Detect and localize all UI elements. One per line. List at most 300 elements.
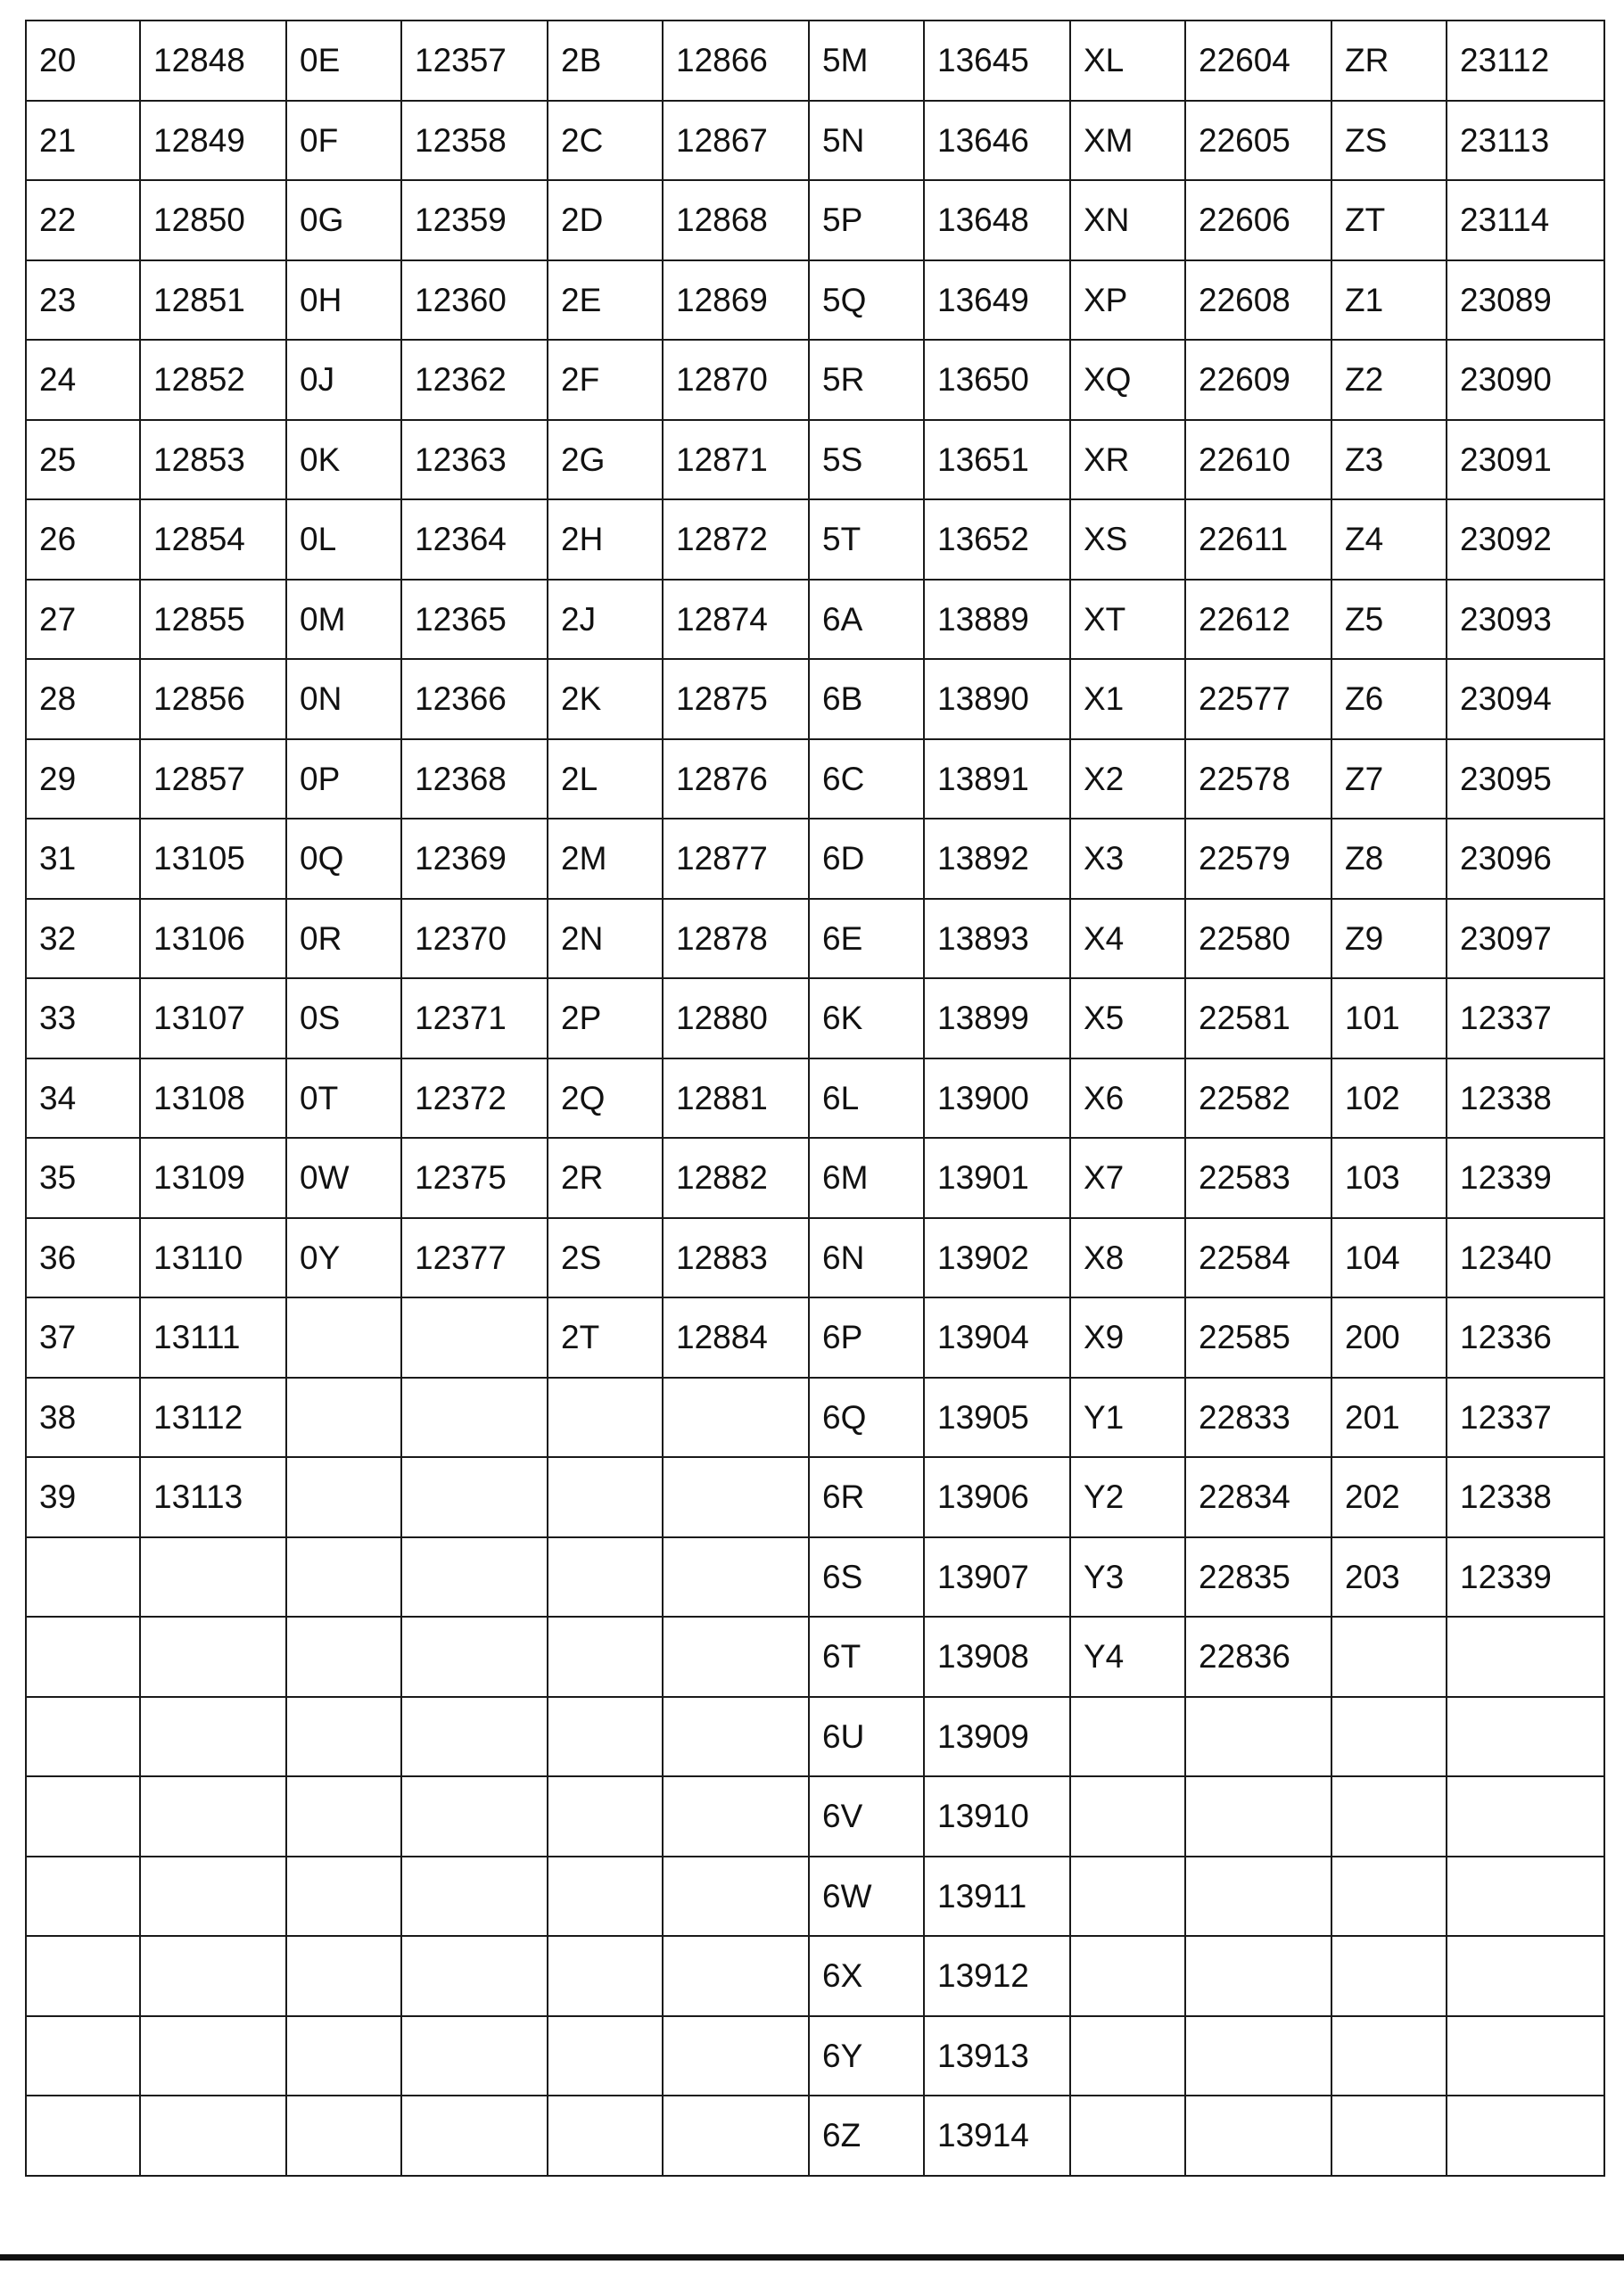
code-cell: Z6 xyxy=(1331,659,1447,739)
number-cell xyxy=(1185,1776,1331,1857)
table-row xyxy=(26,899,1604,979)
number-cell xyxy=(140,2016,286,2096)
code-cell: 0P xyxy=(286,739,401,819)
number-cell: 23094 xyxy=(1447,659,1604,739)
code-cell xyxy=(548,1857,663,1937)
code-cell: Z3 xyxy=(1331,420,1447,500)
code-cell: Y4 xyxy=(1070,1617,1185,1697)
number-cell: 23114 xyxy=(1447,180,1604,260)
number-cell xyxy=(140,1617,286,1697)
number-cell: 12375 xyxy=(401,1138,548,1218)
number-cell: 12874 xyxy=(663,580,809,660)
code-cell: 36 xyxy=(26,1218,140,1298)
number-cell xyxy=(140,1857,286,1937)
number-cell: 13914 xyxy=(924,2096,1070,2176)
code-cell: 5T xyxy=(809,499,924,580)
number-cell xyxy=(401,1857,548,1937)
code-cell: 6A xyxy=(809,580,924,660)
number-cell: 22604 xyxy=(1185,21,1331,101)
number-cell: 12850 xyxy=(140,180,286,260)
number-cell xyxy=(1185,1936,1331,2016)
number-cell: 12368 xyxy=(401,739,548,819)
code-cell: 0L xyxy=(286,499,401,580)
number-cell: 13893 xyxy=(924,899,1070,979)
number-cell: 13902 xyxy=(924,1218,1070,1298)
code-cell: X6 xyxy=(1070,1058,1185,1139)
number-cell: 12337 xyxy=(1447,1378,1604,1458)
code-cell xyxy=(1070,1936,1185,2016)
code-cell: Z1 xyxy=(1331,260,1447,341)
code-cell: 5M xyxy=(809,21,924,101)
number-cell: 23091 xyxy=(1447,420,1604,500)
number-cell: 13890 xyxy=(924,659,1070,739)
code-cell: 0K xyxy=(286,420,401,500)
code-cell xyxy=(548,1537,663,1618)
code-cell xyxy=(1331,1617,1447,1697)
code-cell: 31 xyxy=(26,819,140,899)
number-cell: 13111 xyxy=(140,1297,286,1378)
number-cell: 22612 xyxy=(1185,580,1331,660)
number-cell: 22609 xyxy=(1185,340,1331,420)
number-cell xyxy=(1447,1936,1604,2016)
code-cell: 5S xyxy=(809,420,924,500)
number-cell: 12362 xyxy=(401,340,548,420)
code-cell: 2R xyxy=(548,1138,663,1218)
number-cell: 13107 xyxy=(140,978,286,1058)
code-cell xyxy=(1331,1697,1447,1777)
number-cell: 13889 xyxy=(924,580,1070,660)
number-cell: 13908 xyxy=(924,1617,1070,1697)
code-cell: 6L xyxy=(809,1058,924,1139)
code-cell: 6X xyxy=(809,1936,924,2016)
number-cell: 13892 xyxy=(924,819,1070,899)
number-cell xyxy=(140,1936,286,2016)
number-cell: 13906 xyxy=(924,1457,1070,1537)
number-cell: 22834 xyxy=(1185,1457,1331,1537)
number-cell: 12337 xyxy=(1447,978,1604,1058)
number-cell: 12875 xyxy=(663,659,809,739)
number-cell xyxy=(401,1537,548,1618)
number-cell: 12884 xyxy=(663,1297,809,1378)
number-cell: 22582 xyxy=(1185,1058,1331,1139)
code-cell: Z8 xyxy=(1331,819,1447,899)
code-cell xyxy=(1070,1697,1185,1777)
code-cell: 32 xyxy=(26,899,140,979)
code-cell: X5 xyxy=(1070,978,1185,1058)
code-cell: 6P xyxy=(809,1297,924,1378)
code-cell xyxy=(548,2016,663,2096)
number-cell xyxy=(401,1697,548,1777)
number-cell xyxy=(663,1537,809,1618)
code-cell: 202 xyxy=(1331,1457,1447,1537)
table-row xyxy=(26,978,1604,1058)
number-cell: 12854 xyxy=(140,499,286,580)
number-cell: 13652 xyxy=(924,499,1070,580)
number-cell: 22580 xyxy=(1185,899,1331,979)
number-cell: 12338 xyxy=(1447,1058,1604,1139)
number-cell: 12883 xyxy=(663,1218,809,1298)
number-cell xyxy=(1185,1857,1331,1937)
code-cell: 26 xyxy=(26,499,140,580)
code-cell: Z7 xyxy=(1331,739,1447,819)
code-cell: 5N xyxy=(809,101,924,181)
code-cell: XS xyxy=(1070,499,1185,580)
code-cell: 0H xyxy=(286,260,401,341)
code-cell: Z9 xyxy=(1331,899,1447,979)
number-cell: 12878 xyxy=(663,899,809,979)
code-cell: 6B xyxy=(809,659,924,739)
code-cell xyxy=(286,1697,401,1777)
number-cell: 22835 xyxy=(1185,1537,1331,1618)
code-cell: 2J xyxy=(548,580,663,660)
code-table xyxy=(25,20,1605,2177)
number-cell: 12853 xyxy=(140,420,286,500)
code-cell: 0M xyxy=(286,580,401,660)
code-cell: 104 xyxy=(1331,1218,1447,1298)
number-cell: 13904 xyxy=(924,1297,1070,1378)
code-cell xyxy=(1331,2096,1447,2176)
code-cell xyxy=(1331,1857,1447,1937)
code-cell xyxy=(286,2016,401,2096)
code-cell xyxy=(286,1378,401,1458)
code-cell: 28 xyxy=(26,659,140,739)
code-cell: 101 xyxy=(1331,978,1447,1058)
table-row xyxy=(26,1297,1604,1378)
code-cell: 0J xyxy=(286,340,401,420)
code-cell: 103 xyxy=(1331,1138,1447,1218)
number-cell xyxy=(1447,1697,1604,1777)
number-cell: 22584 xyxy=(1185,1218,1331,1298)
number-cell: 12851 xyxy=(140,260,286,341)
code-cell xyxy=(1070,2016,1185,2096)
number-cell: 23089 xyxy=(1447,260,1604,341)
number-cell: 13649 xyxy=(924,260,1070,341)
code-cell xyxy=(26,2016,140,2096)
code-cell: 33 xyxy=(26,978,140,1058)
code-cell: 0R xyxy=(286,899,401,979)
code-cell xyxy=(26,2096,140,2176)
code-cell xyxy=(548,1936,663,2016)
number-cell: 22606 xyxy=(1185,180,1331,260)
number-cell: 13905 xyxy=(924,1378,1070,1458)
number-cell: 12339 xyxy=(1447,1138,1604,1218)
table-row xyxy=(26,2096,1604,2176)
code-cell: 37 xyxy=(26,1297,140,1378)
number-cell: 22836 xyxy=(1185,1617,1331,1697)
code-cell xyxy=(286,1617,401,1697)
code-cell: 2E xyxy=(548,260,663,341)
number-cell: 12358 xyxy=(401,101,548,181)
code-cell: X4 xyxy=(1070,899,1185,979)
code-cell: 6E xyxy=(809,899,924,979)
number-cell: 12871 xyxy=(663,420,809,500)
table-row xyxy=(26,1776,1604,1857)
code-cell: 6T xyxy=(809,1617,924,1697)
number-cell xyxy=(401,1936,548,2016)
code-cell: 2H xyxy=(548,499,663,580)
number-cell: 13912 xyxy=(924,1936,1070,2016)
number-cell xyxy=(1185,2016,1331,2096)
number-cell xyxy=(663,1857,809,1937)
number-cell xyxy=(401,2096,548,2176)
number-cell: 22583 xyxy=(1185,1138,1331,1218)
number-cell: 12369 xyxy=(401,819,548,899)
code-cell: 35 xyxy=(26,1138,140,1218)
table-row xyxy=(26,580,1604,660)
number-cell: 12336 xyxy=(1447,1297,1604,1378)
number-cell xyxy=(140,1537,286,1618)
code-cell: 6R xyxy=(809,1457,924,1537)
code-cell xyxy=(1070,1776,1185,1857)
code-cell: 6K xyxy=(809,978,924,1058)
number-cell: 12882 xyxy=(663,1138,809,1218)
table-row xyxy=(26,1936,1604,2016)
code-cell: X7 xyxy=(1070,1138,1185,1218)
code-cell: 2N xyxy=(548,899,663,979)
number-cell xyxy=(1447,1857,1604,1937)
code-cell: 2K xyxy=(548,659,663,739)
number-cell: 23092 xyxy=(1447,499,1604,580)
number-cell: 12868 xyxy=(663,180,809,260)
code-cell: ZT xyxy=(1331,180,1447,260)
number-cell: 22605 xyxy=(1185,101,1331,181)
code-cell xyxy=(26,1857,140,1937)
number-cell: 22577 xyxy=(1185,659,1331,739)
number-cell: 12377 xyxy=(401,1218,548,1298)
code-cell: 6M xyxy=(809,1138,924,1218)
number-cell xyxy=(663,2016,809,2096)
number-cell: 23113 xyxy=(1447,101,1604,181)
number-cell: 13899 xyxy=(924,978,1070,1058)
code-cell: 6D xyxy=(809,819,924,899)
code-cell xyxy=(286,1857,401,1937)
number-cell: 13901 xyxy=(924,1138,1070,1218)
number-cell xyxy=(1447,2096,1604,2176)
number-cell: 13106 xyxy=(140,899,286,979)
number-cell: 12866 xyxy=(663,21,809,101)
number-cell xyxy=(663,1776,809,1857)
number-cell: 22579 xyxy=(1185,819,1331,899)
code-cell: 2P xyxy=(548,978,663,1058)
number-cell: 13913 xyxy=(924,2016,1070,2096)
number-cell: 13645 xyxy=(924,21,1070,101)
code-cell xyxy=(26,1776,140,1857)
code-cell: 0F xyxy=(286,101,401,181)
number-cell: 12371 xyxy=(401,978,548,1058)
number-cell: 12338 xyxy=(1447,1457,1604,1537)
number-cell: 12357 xyxy=(401,21,548,101)
table-row xyxy=(26,2016,1604,2096)
number-cell: 13651 xyxy=(924,420,1070,500)
table-row xyxy=(26,739,1604,819)
number-cell xyxy=(401,1378,548,1458)
number-cell xyxy=(401,1617,548,1697)
code-cell: 24 xyxy=(26,340,140,420)
number-cell: 13648 xyxy=(924,180,1070,260)
code-cell: 2M xyxy=(548,819,663,899)
bottom-rule xyxy=(0,2254,1624,2261)
code-cell: 2B xyxy=(548,21,663,101)
code-cell: 0T xyxy=(286,1058,401,1139)
code-cell: 102 xyxy=(1331,1058,1447,1139)
number-cell: 13907 xyxy=(924,1537,1070,1618)
code-cell: 2S xyxy=(548,1218,663,1298)
code-cell: 23 xyxy=(26,260,140,341)
table-row xyxy=(26,1058,1604,1139)
number-cell: 12849 xyxy=(140,101,286,181)
number-cell xyxy=(1447,2016,1604,2096)
table-row xyxy=(26,819,1604,899)
code-cell: 5Q xyxy=(809,260,924,341)
code-cell: XL xyxy=(1070,21,1185,101)
table-row xyxy=(26,420,1604,500)
number-cell: 22581 xyxy=(1185,978,1331,1058)
code-cell: X1 xyxy=(1070,659,1185,739)
number-cell: 22585 xyxy=(1185,1297,1331,1378)
number-cell: 13910 xyxy=(924,1776,1070,1857)
code-cell: 6Q xyxy=(809,1378,924,1458)
code-cell: XQ xyxy=(1070,340,1185,420)
code-cell: 2D xyxy=(548,180,663,260)
code-cell: ZS xyxy=(1331,101,1447,181)
code-cell: 6N xyxy=(809,1218,924,1298)
number-cell xyxy=(401,1457,548,1537)
number-cell: 13911 xyxy=(924,1857,1070,1937)
table-row xyxy=(26,1457,1604,1537)
code-cell xyxy=(1070,1857,1185,1937)
code-cell: Y3 xyxy=(1070,1537,1185,1618)
code-cell xyxy=(548,1697,663,1777)
number-cell: 12372 xyxy=(401,1058,548,1139)
code-cell: ZR xyxy=(1331,21,1447,101)
code-cell: 0E xyxy=(286,21,401,101)
code-cell: 27 xyxy=(26,580,140,660)
number-cell: 13909 xyxy=(924,1697,1070,1777)
number-cell: 23093 xyxy=(1447,580,1604,660)
number-cell: 23096 xyxy=(1447,819,1604,899)
code-cell: 6V xyxy=(809,1776,924,1857)
code-cell: 203 xyxy=(1331,1537,1447,1618)
code-cell xyxy=(548,2096,663,2176)
code-cell: Z2 xyxy=(1331,340,1447,420)
number-cell: 13646 xyxy=(924,101,1070,181)
code-cell: 6U xyxy=(809,1697,924,1777)
number-cell: 12364 xyxy=(401,499,548,580)
code-cell: XT xyxy=(1070,580,1185,660)
table-row xyxy=(26,260,1604,341)
number-cell: 13108 xyxy=(140,1058,286,1139)
table-row xyxy=(26,1378,1604,1458)
code-cell: 2G xyxy=(548,420,663,500)
code-cell: X3 xyxy=(1070,819,1185,899)
number-cell: 12852 xyxy=(140,340,286,420)
table-row xyxy=(26,1537,1604,1618)
table-row xyxy=(26,1218,1604,1298)
number-cell xyxy=(663,1457,809,1537)
code-cell: X9 xyxy=(1070,1297,1185,1378)
number-cell: 12340 xyxy=(1447,1218,1604,1298)
code-cell: 21 xyxy=(26,101,140,181)
number-cell: 12339 xyxy=(1447,1537,1604,1618)
number-cell: 13113 xyxy=(140,1457,286,1537)
table-row xyxy=(26,340,1604,420)
number-cell: 12363 xyxy=(401,420,548,500)
code-cell: 6S xyxy=(809,1537,924,1618)
code-cell: 5P xyxy=(809,180,924,260)
table-row xyxy=(26,180,1604,260)
code-cell: 2T xyxy=(548,1297,663,1378)
code-cell xyxy=(548,1378,663,1458)
code-cell xyxy=(286,1457,401,1537)
number-cell xyxy=(140,2096,286,2176)
code-cell: 0Y xyxy=(286,1218,401,1298)
number-cell: 12359 xyxy=(401,180,548,260)
number-cell xyxy=(663,1697,809,1777)
table-row xyxy=(26,659,1604,739)
code-cell xyxy=(548,1617,663,1697)
number-cell: 12366 xyxy=(401,659,548,739)
code-cell xyxy=(286,1297,401,1378)
number-cell: 22611 xyxy=(1185,499,1331,580)
code-cell: XP xyxy=(1070,260,1185,341)
code-cell: 0N xyxy=(286,659,401,739)
number-cell: 12848 xyxy=(140,21,286,101)
table-row xyxy=(26,21,1604,101)
code-cell: XN xyxy=(1070,180,1185,260)
number-cell: 12867 xyxy=(663,101,809,181)
number-cell: 23090 xyxy=(1447,340,1604,420)
code-cell: 6W xyxy=(809,1857,924,1937)
number-cell xyxy=(401,1297,548,1378)
number-cell xyxy=(1185,2096,1331,2176)
table-row xyxy=(26,1857,1604,1937)
number-cell: 12365 xyxy=(401,580,548,660)
number-cell: 22608 xyxy=(1185,260,1331,341)
code-cell: 5R xyxy=(809,340,924,420)
code-cell: 38 xyxy=(26,1378,140,1458)
code-cell: 29 xyxy=(26,739,140,819)
number-cell: 22833 xyxy=(1185,1378,1331,1458)
number-cell xyxy=(401,1776,548,1857)
number-cell xyxy=(663,1617,809,1697)
number-cell: 12869 xyxy=(663,260,809,341)
number-cell xyxy=(140,1776,286,1857)
number-cell: 12857 xyxy=(140,739,286,819)
code-cell: 0G xyxy=(286,180,401,260)
code-cell: X8 xyxy=(1070,1218,1185,1298)
code-cell xyxy=(26,1936,140,2016)
number-cell: 13891 xyxy=(924,739,1070,819)
table-row xyxy=(26,101,1604,181)
table-row xyxy=(26,1697,1604,1777)
code-cell: 2Q xyxy=(548,1058,663,1139)
code-cell: 6Y xyxy=(809,2016,924,2096)
code-cell xyxy=(286,1776,401,1857)
number-cell: 12870 xyxy=(663,340,809,420)
number-cell xyxy=(1447,1776,1604,1857)
code-cell: 25 xyxy=(26,420,140,500)
code-cell: Z4 xyxy=(1331,499,1447,580)
number-cell: 13105 xyxy=(140,819,286,899)
code-cell xyxy=(1331,1776,1447,1857)
code-cell xyxy=(1331,1936,1447,2016)
number-cell: 12370 xyxy=(401,899,548,979)
code-cell: Y2 xyxy=(1070,1457,1185,1537)
code-cell: 6C xyxy=(809,739,924,819)
code-cell xyxy=(548,1457,663,1537)
code-cell: 2L xyxy=(548,739,663,819)
number-cell xyxy=(663,1378,809,1458)
